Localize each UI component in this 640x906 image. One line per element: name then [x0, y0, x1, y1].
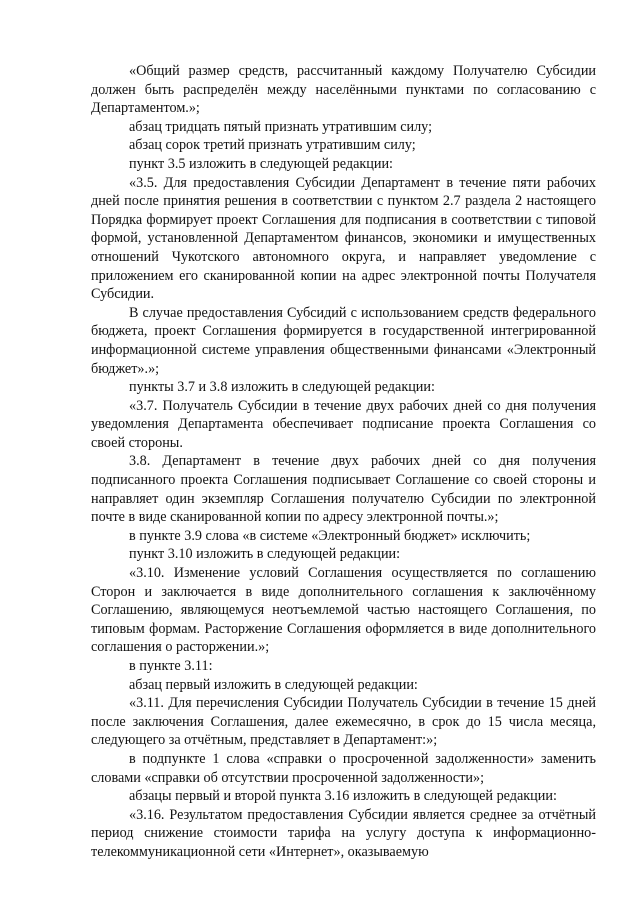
paragraph-3-11: «3.11. Для перечисления Субсидии Получатель Субсидии в течение 15 дней после заключения Соглашения, далее ежемесячно, в срок до 15 числа месяца, следующего за отчётным, представляет в Департамент:»; — [91, 695, 596, 749]
paragraph-3-7: «3.7. Получатель Субсидии в течение двух рабочих дней со дня получения уведомления Департамента обеспечивает подписание проекта Соглашения со своей стороны. — [91, 397, 596, 451]
paragraph-3-7-3-8-intro: пункты 3.7 и 3.8 изложить в следующей редакции: — [129, 379, 435, 396]
paragraph-3-5-federal: В случае предоставления Субсидий с использованием средств федерального бюджета, проект Соглашения формируется в государственной интегрированной информационной системе управления общественными финансами «Электронный бюджет».»; — [91, 304, 596, 377]
paragraph-3-16-intro: абзацы первый и второй пункта 3.16 изложить в следующей редакции: — [129, 788, 557, 805]
paragraph-3-10: «3.10. Изменение условий Соглашения осуществляется по соглашению Сторон и заключается в виде дополнительного соглашения к заключённому Соглашению, являющемуся неотъемлемой частью настоящего Соглашения, по типовым формам. Расторжение Соглашения оформляется в виде дополнительного соглашения о расторжении.»; — [91, 565, 596, 656]
paragraph-3-9: в пункте 3.9 слова «в системе «Электронный бюджет» исключить; — [129, 527, 531, 544]
paragraph-35-void: абзац тридцать пятый признать утратившим силу; — [129, 118, 433, 135]
document-page — [91, 62, 596, 862]
paragraph-total-funds: «Общий размер средств, рассчитанный каждому Получателю Субсидии должен быть распределён между населёнными пунктами по согласованию с Департаментом.»; — [91, 63, 596, 117]
paragraph-3-16: «3.16. Результатом предоставления Субсидии является среднее за отчётный период снижение стоимости тарифа на услугу доступа к информационно-телекоммуникационной сети «Интернет», оказываемую — [91, 806, 596, 860]
paragraph-3-5: «3.5. Для предоставления Субсидии Департамент в течение пяти рабочих дней после принятия решения в соответствии с пунктом 2.7 раздела 2 настоящего Порядка формирует проект Соглашения для подписания в соответствии с типовой формой, установленной Департаментом финансов, экономики и имущественных отношений Чукотского автономного округа, и направляет уведомление с приложением его сканированной копии на адрес электронной почты Получателя Субсидии. — [91, 174, 596, 303]
paragraph-3-10-intro: пункт 3.10 изложить в следующей редакции: — [129, 546, 401, 563]
paragraph-3-11-intro: в пункте 3.11: — [129, 658, 213, 674]
paragraph-3-5-intro: пункт 3.5 изложить в следующей редакции: — [129, 155, 393, 172]
paragraph-3-11-first-intro: абзац первый изложить в следующей редакции: — [129, 676, 418, 693]
paragraph-subpoint-1: в подпункте 1 слова «справки о просроченной задолженности» заменить словами «справки об отсутствии просроченной задолженности»; — [91, 750, 596, 786]
paragraph-3-8: 3.8. Департамент в течение двух рабочих дней со дня получения подписанного проекта Соглашения подписывает Соглашение со своей стороны и направляет один экземпляр Соглашения получателю Субсидии по электронной почте в виде сканированной копии по адресу электронной почты.»; — [91, 453, 596, 526]
paragraph-43-void: абзац сорок третий признать утратившим силу; — [129, 137, 416, 154]
